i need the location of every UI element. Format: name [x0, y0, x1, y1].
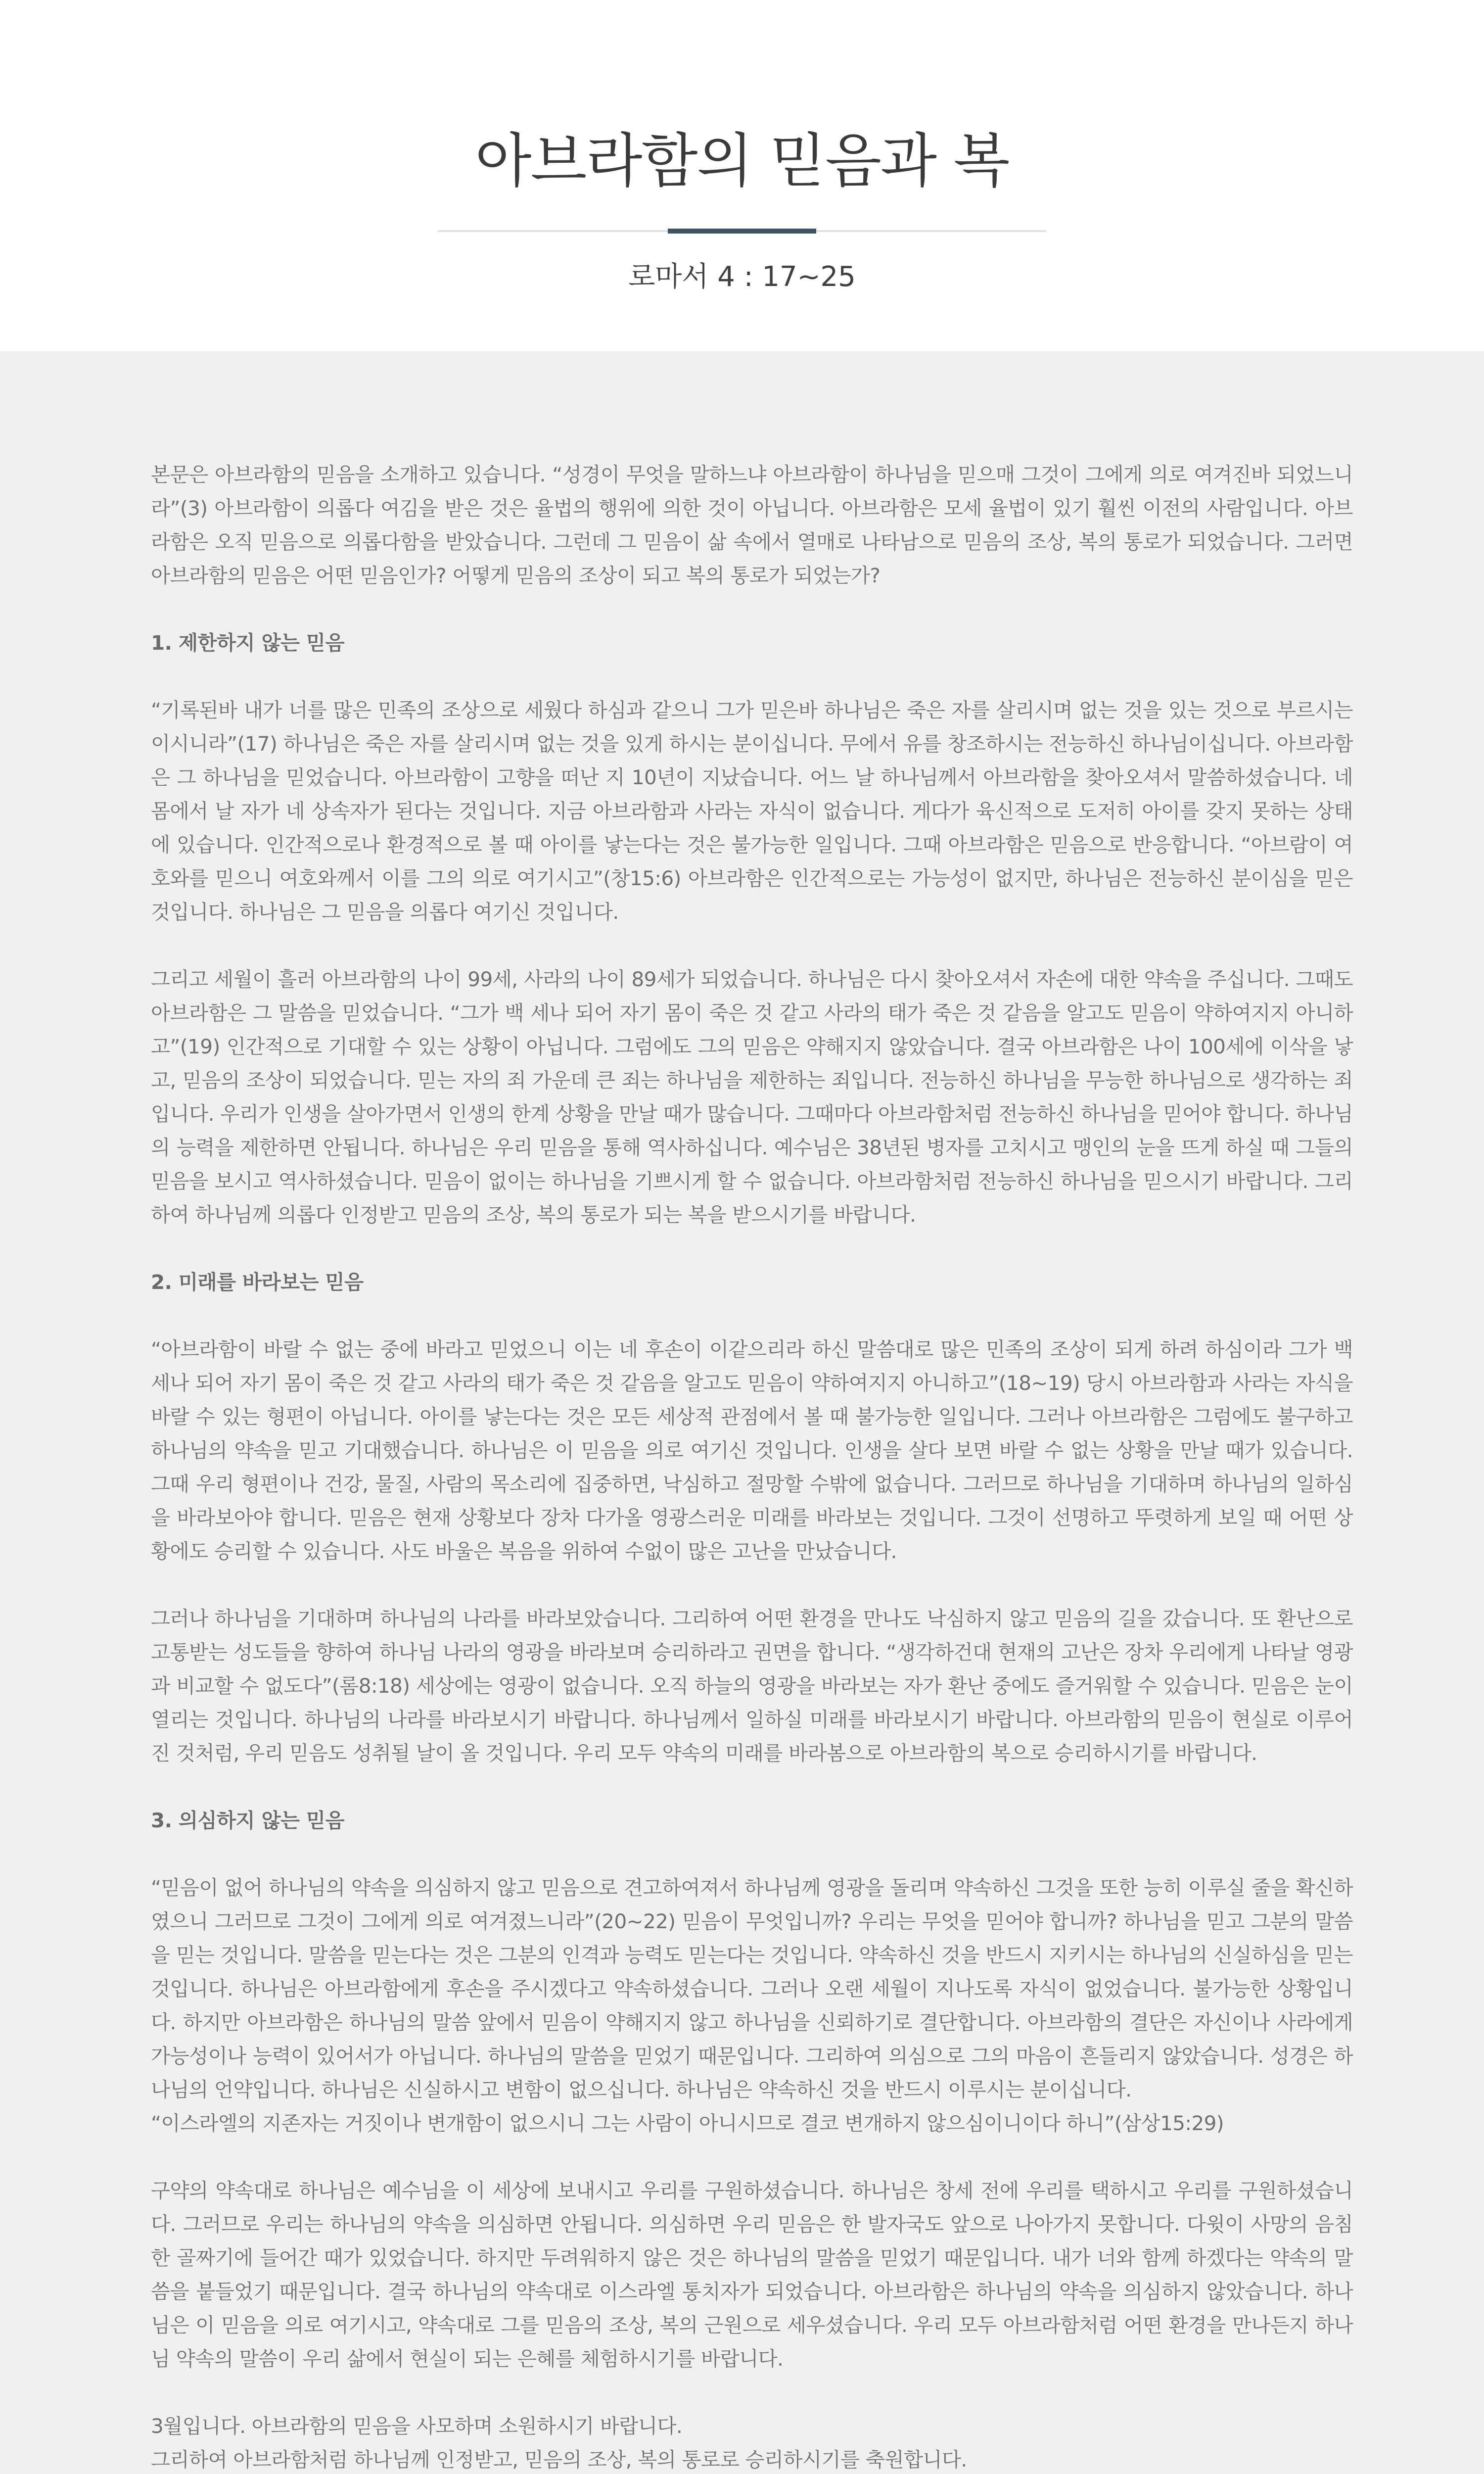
closing-paragraph: 3월입니다. 아브라함의 믿음을 사모하며 소원하시기 바랍니다. 그리하여 아브라함처럼 하나님께 인정받고, 믿음의 조상, 복의 통로로 승리하시기를 축원합니다. [151, 2414, 967, 2472]
sermon-body [151, 458, 1353, 2474]
header [0, 0, 1484, 351]
scripture-reference: 로마서 4 : 17~25 [628, 261, 856, 293]
section-heading-2: 2. 미래를 바라보는 믿음 [151, 1270, 364, 1294]
section-1-paragraph-1: “기록된바 내가 너를 많은 민족의 조상으로 세웠다 하심과 같으니 그가 믿은바 하나님은 죽은 자를 살리시며 없는 것을 있는 것으로 부르시는 이시니라”(17) 하나님은 죽은 자를 살리시며 없는 것을 있게 하시는 분이십니다. 무에서 유를 창조하시는 전능하신 하나님이십니다. 아브라함은 그 하나님을 믿었습니다. 아브라함이 고향을 떠난 지 10년이 지났습니다. 어느 날 하나님께서 아브라함을 찾아오셔서 말씀하셨습니다. 네 몸에서 날 자가 네 상속자가 된다는 것입니다. 지금 아브라함과 사라는 자식이 없습니다. 게다가 육신적으로 도저히 아이를 갖지 못하는 상태에 있습니다. 인간적으로나 환경적으로 볼 때 아이를 낳는다는 것은 불가능한 일입니다. 그때 아브라함은 믿음으로 반응합니다. “아브람이 여호와를 믿으니 여호와께서 이를 그의 의로 여기시고”(창15:6) 아브라함은 인간적으로는 가능성이 없지만, 하나님은 전능하신 분이심을 믿은 것입니다. 하나님은 그 믿음을 의롭다 여기신 것입니다. [151, 698, 1353, 924]
section-2-paragraph-2: 그러나 하나님을 기대하며 하나님의 나라를 바라보았습니다. 그리하여 어떤 환경을 만나도 낙심하지 않고 믿음의 길을 갔습니다. 또 환난으로 고통받는 성도들을 향하여 하나님 나라의 영광을 바라보며 승리하라고 권면을 합니다. “생각하건대 현재의 고난은 장차 우리에게 나타날 영광과 비교할 수 없도다”(롬8:18) 세상에는 영광이 없습니다. 오직 하늘의 영광을 바라보는 자가 환난 중에도 즐거워할 수 있습니다. 믿음은 눈이 열리는 것입니다. 하나님의 나라를 바라보시기 바랍니다. 하나님께서 일하실 미래를 바라보시기 바랍니다. 아브라함의 믿음이 현실로 이루어진 것처럼, 우리 믿음도 성취될 날이 올 것입니다. 우리 모두 약속의 미래를 바라봄으로 아브라함의 복으로 승리하시기를 바랍니다. [151, 1607, 1353, 1765]
section-heading-3: 3. 의심하지 않는 믿음 [151, 1808, 345, 1832]
section-2-paragraph-1: “아브라함이 바랄 수 없는 중에 바라고 믿었으니 이는 네 후손이 이같으리라 하신 말씀대로 많은 민족의 조상이 되게 하려 하심이라 그가 백 세나 되어 자기 몸이 죽은 것 같고 사라의 태가 죽은 것 같음을 알고도 믿음이 약하여지지 아니하고”(18~19) 당시 아브라함과 사라는 자식을 바랄 수 있는 형편이 아닙니다. 아이를 낳는다는 것은 모든 세상적 관점에서 볼 때 불가능한 일입니다. 그러나 아브라함은 그럼에도 불구하고 하나님의 약속을 믿고 기대했습니다. 하나님은 이 믿음을 의로 여기신 것입니다. 인생을 살다 보면 바랄 수 없는 상황을 만날 때가 있습니다. 그때 우리 형편이나 건강, 물질, 사람의 목소리에 집중하면, 낙심하고 절망할 수밖에 없습니다. 그러므로 하나님을 기대하며 하나님의 일하심을 바라보아야 합니다. 믿음은 현재 상황보다 장차 다가올 영광스러운 미래를 바라보는 것입니다. 그것이 선명하고 뚜렷하게 보일 때 어떤 상황에도 승리할 수 있습니다. 사도 바울은 복음을 위하여 수없이 많은 고난을 만났습니다. [151, 1337, 1353, 1563]
intro-paragraph: 본문은 아브라함의 믿음을 소개하고 있습니다. “성경이 무엇을 말하느냐 아브라함이 하나님을 믿으매 그것이 그에게 의로 여겨진바 되었느니라”(3) 아브라함이 의롭다 여김을 받은 것은 율법의 행위에 의한 것이 아닙니다. 아브라함은 모세 율법이 있기 훨씬 이전의 사람입니다. 아브라함은 오직 믿음으로 의롭다함을 받았습니다. 그런데 그 믿음이 삶 속에서 열매로 나타남으로 믿음의 조상, 복의 통로가 되었습니다. 그러면 아브라함의 믿음은 어떤 믿음인가? 어떻게 믿음의 조상이 되고 복의 통로가 되었는가? [151, 463, 1353, 587]
section-3-paragraph-1: “믿음이 없어 하나님의 약속을 의심하지 않고 믿음으로 견고하여져서 하나님께 영광을 돌리며 약속하신 그것을 또한 능히 이루실 줄을 확신하였으니 그러므로 그것이 그에게 의로 여겨졌느니라”(20~22) 믿음이 무엇입니까? 우리는 무엇을 믿어야 합니까? 하나님을 믿고 그분의 말씀을 믿는 것입니다. 말씀을 믿는다는 것은 그분의 인격과 능력도 믿는다는 것입니다. 약속하신 것을 반드시 지키시는 하나님의 신실하심을 믿는 것입니다. 하나님은 아브라함에게 후손을 주시겠다고 약속하셨습니다. 그러나 오랜 세월이 지나도록 자식이 없었습니다. 불가능한 상황입니다. 하지만 아브라함은 하나님의 말씀 앞에서 믿음이 약해지지 않고 하나님을 신뢰하기로 결단합니다. 아브라함의 결단은 자신이나 사라에게 가능성이나 능력이 있어서가 아닙니다. 하나님의 말씀을 믿었기 때문입니다. 그리하여 의심으로 그의 마음이 흔들리지 않았습니다. 성경은 하나님의 언약입니다. 하나님은 신실하시고 변함이 없으십니다. 하나님은 약속하신 것을 반드시 이루시는 분이십니다. “이스라엘의 지존자는 거짓이나 변개함이 없으시니 그는 사람이 아니시므로 결코 변개하지 않으심이니이다 하니”(삼상15:29) [151, 1876, 1353, 2135]
section-1-paragraph-2: 그리고 세월이 흘러 아브라함의 나이 99세, 사라의 나이 89세가 되었습니다. 하나님은 다시 찾아오셔서 자손에 대한 약속을 주십니다. 그때도 아브라함은 그 말씀을 믿었습니다. “그가 백 세나 되어 자기 몸이 죽은 것 같고 사라의 태가 죽은 것 같음을 알고도 믿음이 약하여지지 아니하고”(19) 인간적으로 기대할 수 있는 상황이 아닙니다. 그럼에도 그의 믿음은 약해지지 않았습니다. 결국 아브라함은 나이 100세에 이삭을 낳고, 믿음의 조상이 되었습니다. 믿는 자의 죄 가운데 큰 죄는 하나님을 제한하는 죄입니다. 전능하신 하나님을 무능한 하나님으로 생각하는 죄입니다. 우리가 인생을 살아가면서 인생의 한계 상황을 만날 때가 많습니다. 그때마다 아브라함처럼 전능하신 하나님을 믿어야 합니다. 하나님의 능력을 제한하면 안됩니다. 하나님은 우리 믿음을 통해 역사하십니다. 예수님은 38년된 병자를 고치시고 맹인의 눈을 뜨게 하실 때 그들의 믿음을 보시고 역사하셨습니다. 믿음이 없이는 하나님을 기쁘시게 할 수 없습니다. 아브라함처럼 전능하신 하나님을 믿으시기 바랍니다. 그리하여 하나님께 의롭다 인정받고 믿음의 조상, 복의 통로가 되는 복을 받으시기를 바랍니다. [151, 967, 1353, 1227]
section-3-paragraph-2: 구약의 약속대로 하나님은 예수님을 이 세상에 보내시고 우리를 구원하셨습니다. 하나님은 창세 전에 우리를 택하시고 우리를 구원하셨습니다. 그러므로 우리는 하나님의 약속을 의심하면 안됩니다. 의심하면 우리 믿음은 한 발자국도 앞으로 나아가지 못합니다. 다윗이 사망의 음침한 골짜기에 들어간 때가 있었습니다. 하지만 두려워하지 않은 것은 하나님의 말씀을 믿었기 때문입니다. 내가 너와 함께 하겠다는 약속의 말씀을 붙들었기 때문입니다. 결국 하나님의 약속대로 이스라엘 통치자가 되었습니다. 아브라함은 하나님의 약속을 의심하지 않았습니다. 하나님은 이 믿음을 의로 여기시고, 약속대로 그를 믿음의 조상, 복의 근원으로 세우셨습니다. 우리 모두 아브라함처럼 어떤 환경을 만나든지 하나님 약속의 말씀이 우리 삶에서 현실이 되는 은혜를 체험하시기를 바랍니다. [151, 2179, 1353, 2371]
title-divider-accent [668, 229, 816, 234]
section-heading-1: 1. 제한하지 않는 믿음 [151, 631, 345, 655]
page-title: 아브라함의 믿음과 복 [475, 127, 1009, 195]
